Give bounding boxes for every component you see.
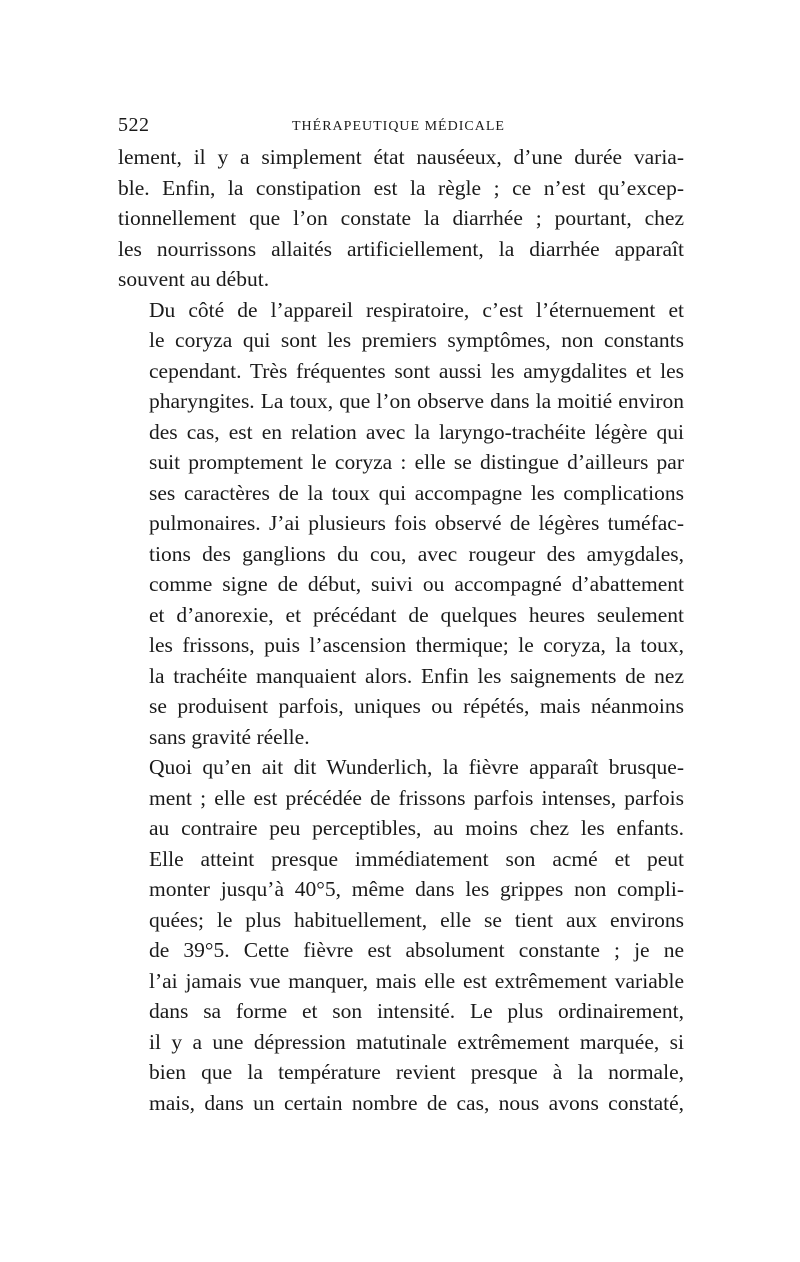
text-line: Elle atteint presque immédiatement son acmé et peut: [149, 846, 684, 871]
text-line: ble. Enfin, la constipation est la règle ; ce n’est qu’excep-: [118, 175, 684, 200]
text-line: tionnellement que l’on constate la diarrhée ; pourtant, chez: [118, 206, 684, 230]
text-line: le coryza qui sont les premiers symptômes, non constants: [149, 328, 684, 352]
text-line: au contraire peu perceptibles, au moins chez les enfants.: [149, 816, 684, 840]
text-line: tions des ganglions du cou, avec rougeur des amygdales,: [149, 541, 684, 566]
text-line: ses caractères de la toux qui accompagne les complications: [149, 480, 684, 505]
text-line: il y a une dépression matutinale extrêmement marquée, si: [149, 1029, 684, 1054]
text-line: pulmonaires. J’ai plusieurs fois observé de légères tuméfac-: [149, 511, 684, 535]
text-line: ment ; elle est précédée de frissons parfois intenses, parfois: [149, 785, 684, 810]
text-line: les nourrissons allaités artificiellement, la diarrhée apparaît: [118, 236, 684, 261]
text-line: Du côté de l’appareil respiratoire, c’est l’éternuement et: [149, 297, 684, 322]
text-line: souvent au début.: [118, 267, 270, 291]
text-line: l’ai jamais vue manquer, mais elle est extrêmement variable: [149, 968, 684, 993]
text-line: se produisent parfois, uniques ou répétés, mais néanmoins: [149, 694, 684, 718]
paragraph-3: [118, 752, 684, 1118]
text-line: dans sa forme et son intensité. Le plus ordinairement,: [149, 999, 684, 1023]
text-line: les frissons, puis l’ascension thermique; le coryza, la toux,: [149, 633, 684, 657]
text-line: Quoi qu’en ait dit Wunderlich, la fièvre apparaît brusque-: [149, 755, 684, 779]
text-line: cependant. Très fréquentes sont aussi les amygdalites et les: [149, 358, 684, 383]
text-line: monter jusqu’à 40°5, même dans les grippes non compli-: [149, 877, 684, 901]
paragraph-1: [118, 142, 684, 295]
book-page: [118, 112, 684, 1118]
running-head: [118, 112, 684, 142]
text-line: bien que la température revient presque à la normale,: [149, 1060, 684, 1084]
running-title: THÉRAPEUTIQUE MÉDICALE: [292, 119, 505, 134]
text-line: des cas, est en relation avec la laryngo-trachéite légère qui: [149, 419, 684, 444]
body-text: [118, 142, 684, 1118]
text-line: suit promptement le coryza : elle se distingue d’ailleurs par: [149, 450, 684, 474]
text-line: quées; le plus habituellement, elle se tient aux environs: [149, 907, 684, 932]
text-line: lement, il y a simplement état nauséeux, d’une durée varia-: [118, 145, 684, 169]
text-line: de 39°5. Cette fièvre est absolument constante ; je ne: [149, 938, 684, 962]
text-line: la trachéite manquaient alors. Enfin les saignements de nez: [149, 663, 684, 688]
text-line: mais, dans un certain nombre de cas, nous avons constaté,: [149, 1090, 684, 1115]
text-line: comme signe de début, suivi ou accompagné d’abattement: [149, 572, 684, 596]
text-line: pharyngites. La toux, que l’on observe dans la moitié environ: [149, 389, 684, 413]
page-number: 522: [118, 114, 150, 136]
text-line: et d’anorexie, et précédant de quelques heures seulement: [149, 602, 684, 627]
text-line: sans gravité réelle.: [149, 724, 310, 749]
paragraph-2: [118, 295, 684, 753]
